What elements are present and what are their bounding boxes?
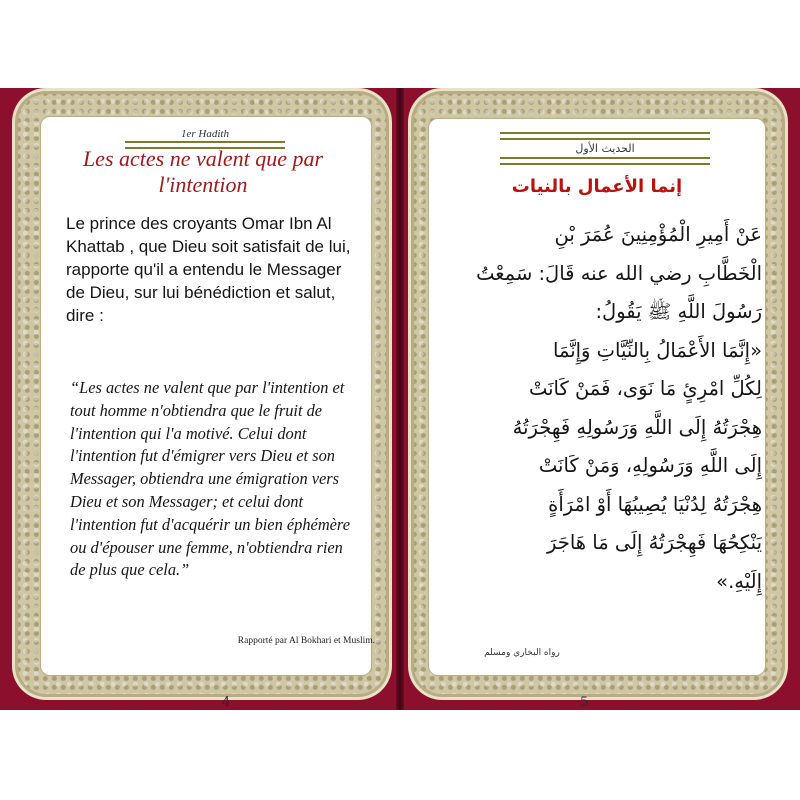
arabic-line-3: رَسُولَ اللَّهِ ﷺ يَقُولُ: [595,300,762,323]
right-heading-divider-top [500,132,710,140]
right-page-number: 5 [580,695,589,710]
right-heading [470,132,740,165]
arabic-line-5: لِكُلِّ امْرِئٍ مَا نَوَى، فَمَنْ كَانَتْ [528,377,762,400]
left-title: Les actes ne valent que par l'intention [82,146,324,197]
arabic-line-1: عَنْ أَمِيرِ الْمُؤْمِنِينَ عُمَرَ بْنِ [554,223,762,246]
arabic-line-4: «إِنَّمَا الأَعْمَالُ بِالنِّيَّاتِ وَإِنَّمَا [553,338,762,362]
right-page [402,88,800,710]
right-arabic-title: إنما الأعمال بالنيات [511,176,683,197]
left-page [0,88,398,710]
left-source-note: Rapporté par Al Bokhari et Muslim. [237,636,375,646]
arabic-line-6: هِجْرَتُهُ إِلَى اللَّهِ وَرَسُولِهِ فَهِجْرَتُهُ [512,415,762,439]
left-hadith-quote: “Les actes ne valent que par l'intention et tout homme n'obtiendra que le fruit de l'intention qui l'a motivé. Celui dont l'intention fut d'émigrer vers Dieu et son Messager, obtiendra une émigration vers Dieu et son Messager; et celui dont l'intention fut d'acquérir un bien éphémère ou d'épouser une femme, n'obtiendra rien de plus que cela.” [70,378,350,580]
arabic-line-9: يَنْكِحُهَا فَهِجْرَتُهُ إِلَى مَا هَاجَرَ [547,531,762,554]
arabic-line-2: الْخَطَّابِ رضي الله عنه قَالَ: سَمِعْتُ [476,261,762,285]
right-heading-divider-bottom [500,157,710,165]
book-gutter [396,88,404,710]
arabic-line-10: إِلَيْهِ.» [716,569,762,593]
right-arabic-hadith-text [432,216,762,601]
left-page-number: 4 [222,695,231,710]
hadith-number-arabic-label: الحديث الأول [575,142,635,155]
arabic-line-8: هِجْرَتُهُ لِدُنْيَا يُصِيبُهَا أَوْ امْرَأَةٍ [548,492,762,516]
hadith-number-label: 1er Hadith [181,128,229,140]
arabic-line-7: إِلَى اللَّهِ وَرَسُولِهِ، وَمَنْ كَانَتْ [538,454,762,477]
right-source-note: رواه البخاري ومسلم [484,648,560,658]
left-intro-text: Le prince des croyants Omar Ibn Al Khattab , que Dieu soit satisfait de lui, rapporte qu'il a entendu le Messager de Dieu, sur lui bénédiction et salut, dire : [66,214,351,325]
